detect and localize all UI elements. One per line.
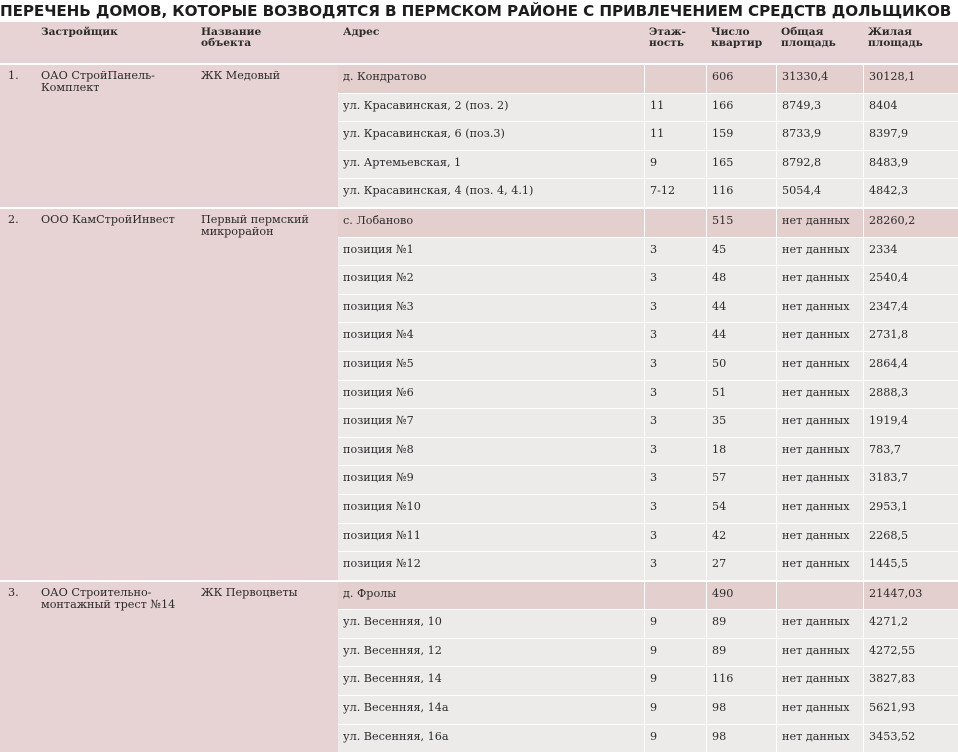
total-area-cell: нет данных [776,696,863,725]
floors-cell: 7-12 [644,179,706,209]
header-object: Название объекта [196,22,338,65]
header-living-area: Жилая площадь [863,22,958,65]
header-address: Адрес [338,22,644,65]
apartments-cell: 515 [706,209,776,238]
floors-cell: 11 [644,122,706,151]
total-area-cell: нет данных [776,381,863,410]
total-area-cell: нет данных [776,495,863,524]
address-cell: с. Лобаново [338,209,644,238]
total-area-cell: 5054,4 [776,179,863,209]
living-area-cell: 21447,03 [863,582,958,611]
address-cell: д. Фролы [338,582,644,611]
floors-cell: 3 [644,266,706,295]
apartments-cell: 89 [706,639,776,668]
address-cell: позиция №11 [338,524,644,553]
living-area-cell: 2540,4 [863,266,958,295]
apartments-cell: 54 [706,495,776,524]
floors-cell: 9 [644,725,706,754]
document-title: ПЕРЕЧЕНЬ ДОМОВ, КОТОРЫЕ ВОЗВОДЯТСЯ В ПЕРМСКОМ РАЙОНЕ С ПРИВЛЕЧЕНИЕМ СРЕДСТВ ДОЛЬЩИКОВ [0,2,952,20]
address-cell: ул. Весенняя, 16а [338,725,644,754]
address-cell: позиция №2 [338,266,644,295]
total-area-cell: нет данных [776,639,863,668]
address-cell: позиция №4 [338,323,644,352]
header-apartments: Число квартир [706,22,776,65]
total-area-cell: нет данных [776,524,863,553]
address-cell: ул. Красавинская, 4 (поз. 4, 4.1) [338,179,644,209]
apartments-cell: 18 [706,438,776,467]
apartments-cell: 27 [706,552,776,582]
apartments-cell: 35 [706,409,776,438]
header-total-area: Общая площадь [776,22,863,65]
apartments-cell: 45 [706,238,776,267]
header-developer: Застройщик [36,22,196,65]
developer-name: ОАО Строительно-монтажный трест №14 [36,582,196,754]
object-name: ЖК Медовый [196,65,338,209]
total-area-cell: нет данных [776,352,863,381]
address-cell: позиция №9 [338,466,644,495]
floors-cell: 3 [644,295,706,324]
total-area-cell: нет данных [776,295,863,324]
living-area-cell: 2953,1 [863,495,958,524]
living-area-cell: 4842,3 [863,179,958,209]
total-area-cell: нет данных [776,552,863,582]
living-area-cell: 3453,52 [863,725,958,754]
living-area-cell: 30128,1 [863,65,958,94]
floors-cell: 9 [644,667,706,696]
total-area-cell: нет данных [776,725,863,754]
table-header-row [0,22,958,65]
total-area-cell: 8733,9 [776,122,863,151]
apartments-cell: 44 [706,295,776,324]
floors-cell: 3 [644,381,706,410]
object-name: Первый пермский микрорайон [196,209,338,582]
total-area-cell: нет данных [776,466,863,495]
apartments-cell: 98 [706,696,776,725]
floors-cell: 9 [644,151,706,180]
living-area-cell: 8397,9 [863,122,958,151]
address-cell: ул. Весенняя, 14 [338,667,644,696]
total-area-cell: нет данных [776,238,863,267]
floors-cell: 3 [644,438,706,467]
living-area-cell: 2334 [863,238,958,267]
row-number: 2. [0,209,36,582]
row-number: 3. [0,582,36,754]
living-area-cell: 4271,2 [863,610,958,639]
address-cell: позиция №8 [338,438,644,467]
floors-cell: 3 [644,238,706,267]
living-area-cell: 2731,8 [863,323,958,352]
living-area-cell: 8404 [863,94,958,123]
living-area-cell: 1445,5 [863,552,958,582]
living-area-cell: 4272,55 [863,639,958,668]
total-area-cell: 31330,4 [776,65,863,94]
table-body [0,65,958,754]
living-area-cell: 3183,7 [863,466,958,495]
floors-cell: 3 [644,552,706,582]
floors-cell: 9 [644,610,706,639]
total-area-cell: 8792,8 [776,151,863,180]
address-cell: д. Кондратово [338,65,644,94]
apartments-cell: 44 [706,323,776,352]
living-area-cell: 8483,9 [863,151,958,180]
address-cell: ул. Красавинская, 2 (поз. 2) [338,94,644,123]
total-area-cell: нет данных [776,438,863,467]
table-row [0,209,958,238]
apartments-cell: 89 [706,610,776,639]
apartments-cell: 42 [706,524,776,553]
floors-cell [644,582,706,611]
floors-cell: 9 [644,639,706,668]
floors-cell: 3 [644,466,706,495]
living-area-cell: 28260,2 [863,209,958,238]
total-area-cell: нет данных [776,667,863,696]
apartments-cell: 98 [706,725,776,754]
address-cell: ул. Весенняя, 12 [338,639,644,668]
apartments-cell: 116 [706,179,776,209]
floors-cell: 3 [644,323,706,352]
apartments-cell: 50 [706,352,776,381]
apartments-cell: 606 [706,65,776,94]
developer-name: ОАО СтройПанель-Комплект [36,65,196,209]
apartments-cell: 166 [706,94,776,123]
floors-cell: 11 [644,94,706,123]
row-number: 1. [0,65,36,209]
living-area-cell: 2888,3 [863,381,958,410]
floors-cell [644,209,706,238]
apartments-cell: 48 [706,266,776,295]
total-area-cell: нет данных [776,266,863,295]
living-area-cell: 1919,4 [863,409,958,438]
header-floors: Этаж-ность [644,22,706,65]
table-row [0,582,958,611]
total-area-cell: нет данных [776,209,863,238]
floors-cell: 3 [644,495,706,524]
total-area-cell: 8749,3 [776,94,863,123]
living-area-cell: 2268,5 [863,524,958,553]
table-row [0,65,958,94]
total-area-cell: нет данных [776,323,863,352]
living-area-cell: 2864,4 [863,352,958,381]
floors-cell: 3 [644,352,706,381]
address-cell: ул. Красавинская, 6 (поз.3) [338,122,644,151]
total-area-cell: нет данных [776,409,863,438]
total-area-cell: нет данных [776,610,863,639]
living-area-cell: 5621,93 [863,696,958,725]
address-cell: позиция №6 [338,381,644,410]
header-num [0,22,36,65]
address-cell: ул. Весенняя, 10 [338,610,644,639]
address-cell: ул. Артемьевская, 1 [338,151,644,180]
address-cell: позиция №1 [338,238,644,267]
apartments-cell: 159 [706,122,776,151]
floors-cell: 9 [644,696,706,725]
address-cell: позиция №3 [338,295,644,324]
apartments-cell: 116 [706,667,776,696]
address-cell: позиция №12 [338,552,644,582]
housing-table [0,22,958,754]
address-cell: позиция №10 [338,495,644,524]
apartments-cell: 490 [706,582,776,611]
total-area-cell [776,582,863,611]
floors-cell: 3 [644,524,706,553]
apartments-cell: 57 [706,466,776,495]
living-area-cell: 783,7 [863,438,958,467]
apartments-cell: 51 [706,381,776,410]
apartments-cell: 165 [706,151,776,180]
floors-cell [644,65,706,94]
living-area-cell: 3827,83 [863,667,958,696]
address-cell: позиция №5 [338,352,644,381]
developer-name: ООО КамСтройИнвест [36,209,196,582]
address-cell: позиция №7 [338,409,644,438]
object-name: ЖК Первоцветы [196,582,338,754]
living-area-cell: 2347,4 [863,295,958,324]
floors-cell: 3 [644,409,706,438]
address-cell: ул. Весенняя, 14а [338,696,644,725]
